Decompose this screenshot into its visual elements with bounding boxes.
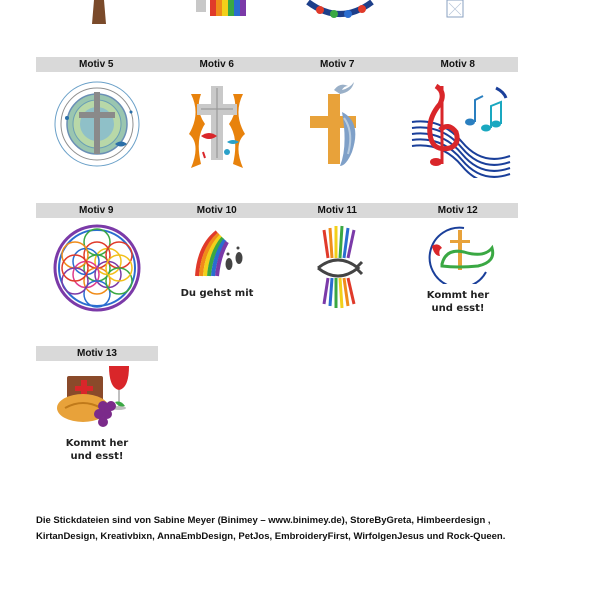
motif-12-bread-cross (398, 222, 518, 322)
motif-6-cross-flames (157, 78, 277, 178)
motif-10-rainbow-footprints (157, 222, 277, 322)
credits-text (36, 513, 576, 545)
motif-title: Motiv 8 (440, 59, 475, 70)
motif-title: Motiv 9 (79, 205, 114, 216)
motif-13-caption-line1: Kommt her (65, 438, 129, 449)
motif-title: Motiv 12 (437, 205, 478, 216)
row-header-3 (36, 346, 158, 361)
rainbow-motif-partial (196, 0, 248, 20)
motif-title: Motiv 6 (199, 59, 234, 70)
motif-12-caption-line2: und esst! (431, 303, 485, 314)
motif-11-ichthys-rays (278, 222, 398, 322)
row-header-2 (36, 203, 518, 218)
row-header-1 (36, 57, 518, 72)
motif-13-caption-line2: und esst! (70, 451, 124, 462)
motif-title: Motiv 5 (79, 59, 114, 70)
motif-10-caption: Du gehst mit (180, 288, 254, 299)
motif-7-cross-dove (278, 78, 398, 178)
motif-title: Motiv 11 (317, 205, 357, 216)
motif-13-bread-wine-grapes (37, 362, 157, 472)
small-frame-motif-partial (446, 0, 464, 18)
motif-title: Motiv 10 (196, 205, 237, 216)
motif-5-cross-circles (37, 78, 157, 178)
motif-8-music-notes (398, 78, 518, 178)
motif-title: Motiv 13 (76, 348, 117, 359)
motif-12-caption-line1: Kommt her (426, 290, 490, 301)
credits-line-1: Die Stickdateien sind von Sabine Meyer (Binimey – www.binimey.de), StoreByGreta, Himbeerdesign , (36, 515, 491, 526)
credits-line-2: KirtanDesign, Kreativbixn, AnnaEmbDesign, PetJos, EmbroideryFirst, WirfolgenJesus und Rock-Queen. (36, 531, 506, 542)
motif-9-flower-of-life (37, 222, 157, 322)
people-circle-motif-partial (304, 0, 376, 22)
tree-trunk-motif (84, 0, 114, 24)
motif-title: Motiv 7 (320, 59, 355, 70)
